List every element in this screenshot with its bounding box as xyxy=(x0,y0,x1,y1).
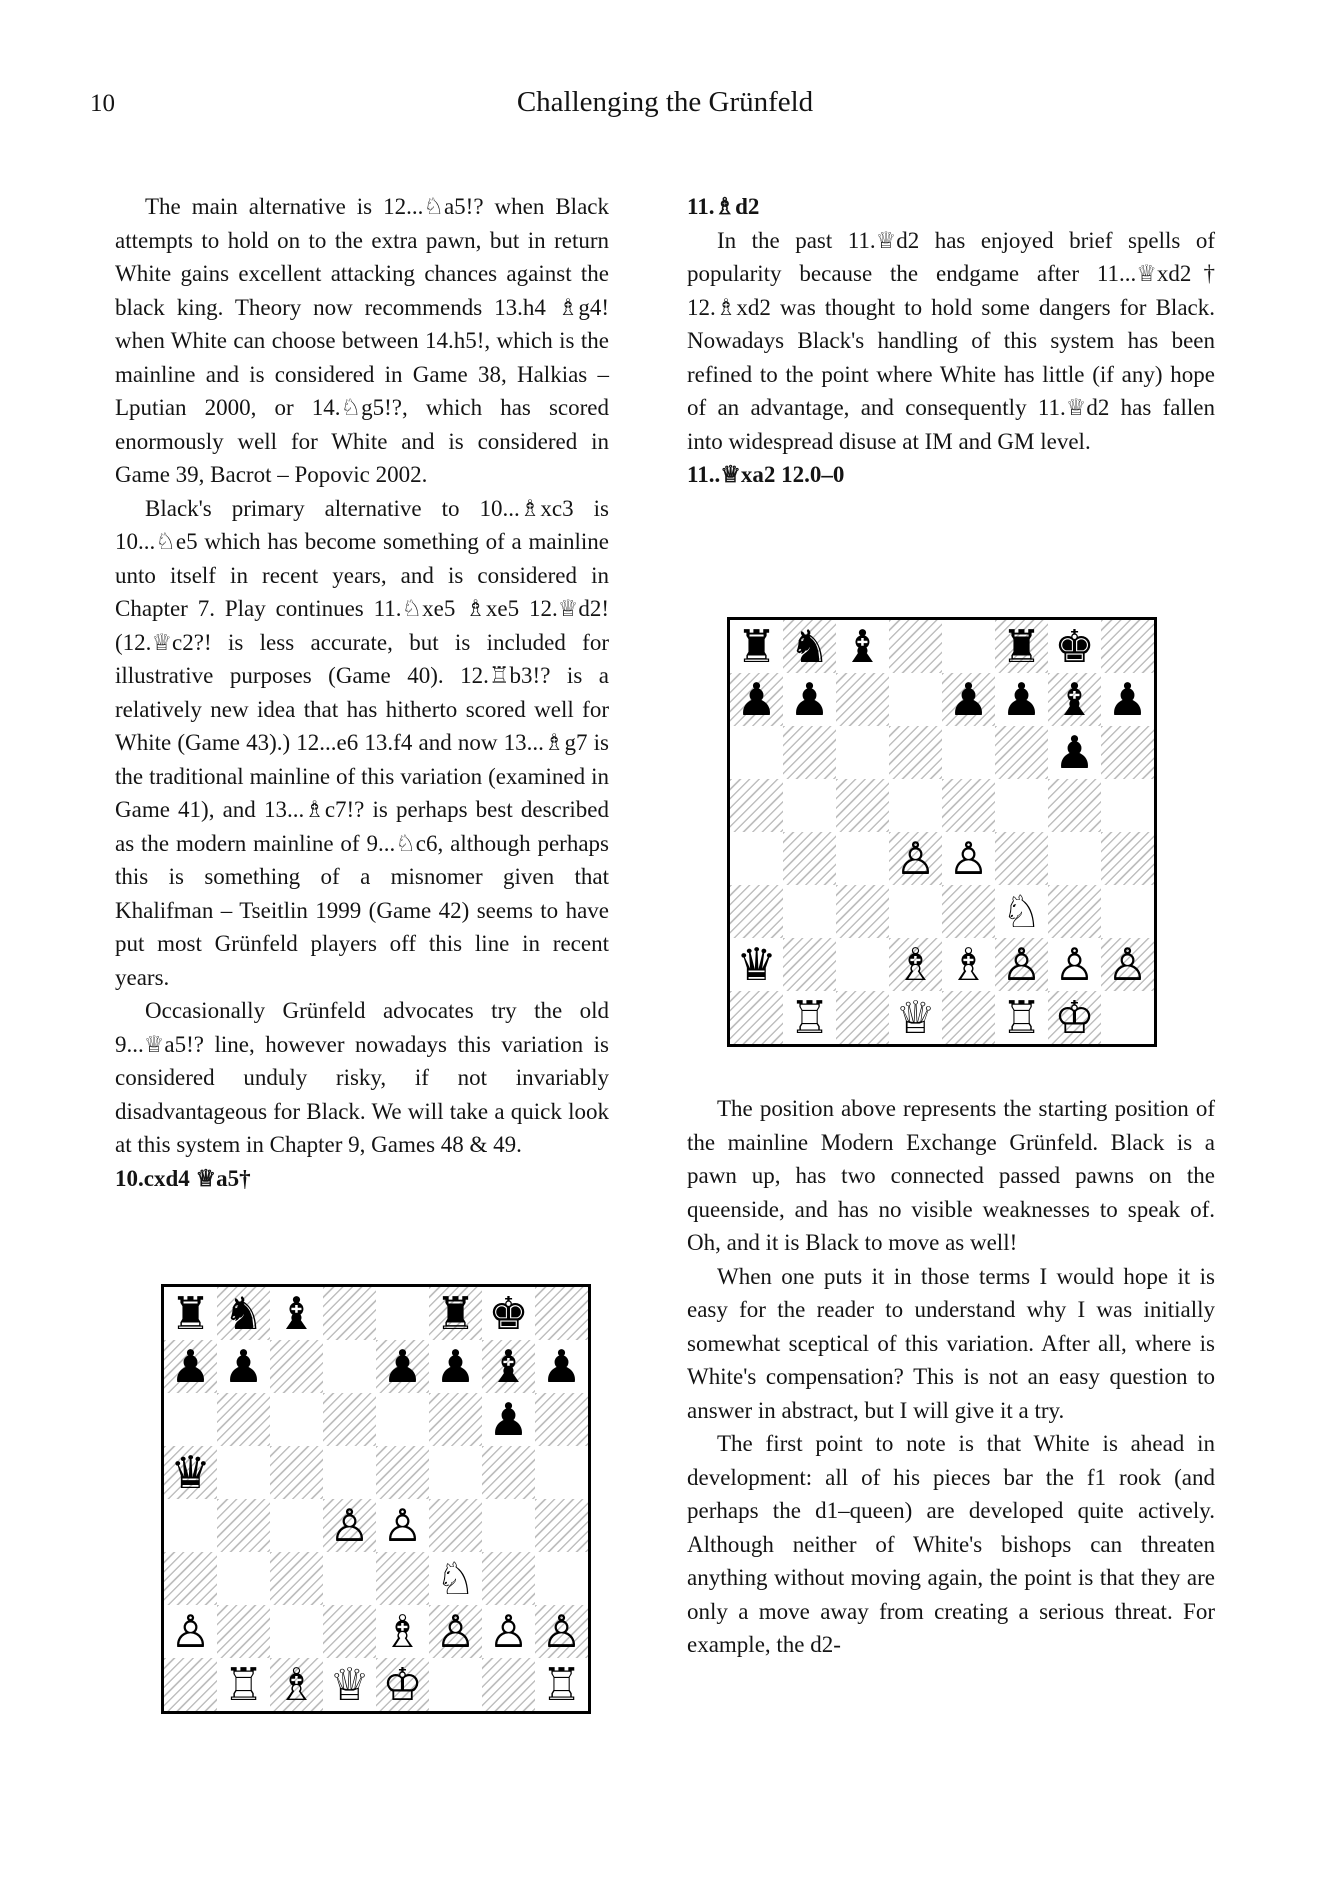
board-square xyxy=(323,1287,376,1340)
board-square xyxy=(1101,673,1154,726)
board-square xyxy=(730,832,783,885)
board-square xyxy=(323,1499,376,1552)
board-square xyxy=(270,1287,323,1340)
board-square xyxy=(995,673,1048,726)
board-square xyxy=(889,726,942,779)
paragraph: The position above represents the starting position of the mainline Modern Exchange Grünfeld. Black is a pawn up, has two connected passed pawns on the queenside, and has no visible weaknesses to speak of. Oh, and it is Black to move as well! xyxy=(687,1096,1215,1255)
chess-piece: ♟ xyxy=(223,1340,264,1393)
board-square xyxy=(323,1605,376,1658)
board-square xyxy=(164,1552,217,1605)
board-square xyxy=(942,938,995,991)
board-square xyxy=(217,1552,270,1605)
board-square xyxy=(1101,620,1154,673)
chess-diagram-2 xyxy=(727,617,1157,1047)
board-square xyxy=(942,885,995,938)
board-square xyxy=(429,1287,482,1340)
board-square xyxy=(995,620,1048,673)
board-square xyxy=(164,1658,217,1711)
board-square xyxy=(889,779,942,832)
board-square xyxy=(836,991,889,1044)
board-square xyxy=(376,1658,429,1711)
board-square xyxy=(836,726,889,779)
chess-piece: ♜ xyxy=(435,1287,476,1340)
chess-piece: ♚ xyxy=(1054,620,1095,673)
board-square xyxy=(376,1393,429,1446)
chess-piece: ♝ xyxy=(276,1287,317,1340)
board-square xyxy=(535,1605,588,1658)
chess-piece: ♜ xyxy=(736,620,777,673)
board-square xyxy=(1101,779,1154,832)
board-square xyxy=(730,779,783,832)
board-square xyxy=(376,1446,429,1499)
chess-piece: ♙ xyxy=(170,1605,211,1658)
paragraph: In the past 11.♕d2 has enjoyed brief spells of popularity because the endgame after 11...♕xd2† 12.♗xd2 was thought to hold some dangers for Black. Nowadays Black's handling of this system has been refined to the point where White has little (if any) hope of an advantage, and consequently 11.♕d2 has fallen into widespread disuse at IM and GM level. xyxy=(687,227,1215,454)
board-square xyxy=(270,1658,323,1711)
board-square xyxy=(889,938,942,991)
board-square xyxy=(1048,885,1101,938)
board-square xyxy=(429,1658,482,1711)
chess-piece: ♟ xyxy=(541,1340,582,1393)
board-square xyxy=(730,726,783,779)
move-line: 11..♕xa2 12.0–0 xyxy=(687,462,845,487)
chess-piece: ♝ xyxy=(842,620,883,673)
board-square xyxy=(270,1499,323,1552)
board-square xyxy=(1048,832,1101,885)
board-square xyxy=(535,1552,588,1605)
board-square xyxy=(270,1340,323,1393)
board-square xyxy=(730,991,783,1044)
board-square xyxy=(217,1340,270,1393)
board-square xyxy=(730,938,783,991)
board-square xyxy=(164,1340,217,1393)
board-square xyxy=(995,726,1048,779)
right-column-upper xyxy=(687,190,1215,492)
move-heading: 11.♗d2 xyxy=(687,194,760,219)
board-square xyxy=(730,885,783,938)
board-square xyxy=(217,1499,270,1552)
board-square xyxy=(783,779,836,832)
chess-piece: ♜ xyxy=(1001,620,1042,673)
board-square xyxy=(995,938,1048,991)
paragraph: The first point to note is that White is ahead in development: all of his pieces bar the f1 rook (and perhaps the d1–queen) are developed quite actively. Although neither of White's bishops can threaten anything without moving again, the point is that they are only a move away from creating a serious threat. For example, the d2- xyxy=(687,1431,1215,1657)
chess-piece: ♗ xyxy=(382,1605,423,1658)
right-column-lower xyxy=(687,1092,1215,1662)
chess-piece: ♟ xyxy=(1054,726,1095,779)
board-square xyxy=(836,832,889,885)
board-square xyxy=(1048,673,1101,726)
chess-piece: ♗ xyxy=(895,938,936,991)
board-square xyxy=(429,1340,482,1393)
chess-piece: ♕ xyxy=(895,991,936,1044)
board-square xyxy=(376,1499,429,1552)
board-square xyxy=(1048,726,1101,779)
board-square xyxy=(1048,620,1101,673)
board-square xyxy=(323,1340,376,1393)
board-square xyxy=(995,779,1048,832)
board-square xyxy=(995,885,1048,938)
board-square xyxy=(376,1605,429,1658)
move-line: 10.cxd4 ♕a5† xyxy=(115,1165,251,1191)
paragraph: The main alternative is 12...♘a5!? when Black attempts to hold on to the extra pawn, but in return White gains excellent attacking chances against the black king. Theory now recommends 13.h4 ♗g4! when White can choose between 14.h5!, which is the mainline and is considered in Game 38, Halkias – Lputian 2000, or 14.♘g5!?, which has scored enormously well for White and is considered in Game 39, Bacrot – Popovic 2002. xyxy=(115,194,609,487)
board-square xyxy=(1048,779,1101,832)
board-square xyxy=(535,1393,588,1446)
board-square xyxy=(482,1499,535,1552)
board-square xyxy=(1048,991,1101,1044)
board-square xyxy=(429,1605,482,1658)
board-square xyxy=(535,1287,588,1340)
board-square xyxy=(836,938,889,991)
chess-piece: ♜ xyxy=(170,1287,211,1340)
board-square xyxy=(942,832,995,885)
chess-piece: ♞ xyxy=(789,620,830,673)
chess-piece: ♙ xyxy=(1001,938,1042,991)
board-square xyxy=(836,779,889,832)
board-square xyxy=(376,1552,429,1605)
board-square xyxy=(429,1446,482,1499)
board-square xyxy=(535,1340,588,1393)
chess-piece: ♛ xyxy=(170,1446,211,1499)
chess-piece: ♙ xyxy=(948,832,989,885)
chess-piece: ♔ xyxy=(1054,991,1095,1044)
board-square xyxy=(783,991,836,1044)
board-square xyxy=(482,1393,535,1446)
board-square xyxy=(889,620,942,673)
board-square xyxy=(1101,885,1154,938)
chess-piece: ♖ xyxy=(789,991,830,1044)
board-square xyxy=(270,1605,323,1658)
board-square xyxy=(535,1499,588,1552)
board-square xyxy=(270,1393,323,1446)
board-square xyxy=(482,1287,535,1340)
board-square xyxy=(164,1393,217,1446)
board-square xyxy=(889,673,942,726)
board-square xyxy=(889,991,942,1044)
chess-piece: ♙ xyxy=(435,1605,476,1658)
chess-piece: ♟ xyxy=(1001,673,1042,726)
board-square xyxy=(1048,938,1101,991)
board-square xyxy=(376,1287,429,1340)
board-square xyxy=(783,885,836,938)
chess-piece: ♙ xyxy=(541,1605,582,1658)
board-square xyxy=(942,726,995,779)
board-square xyxy=(783,726,836,779)
board-square xyxy=(482,1605,535,1658)
board-square xyxy=(995,991,1048,1044)
board-square xyxy=(942,779,995,832)
board-square xyxy=(836,620,889,673)
board-square xyxy=(164,1499,217,1552)
board-square xyxy=(323,1446,376,1499)
board-square xyxy=(217,1287,270,1340)
chess-piece: ♙ xyxy=(329,1499,370,1552)
chess-piece: ♙ xyxy=(1107,938,1148,991)
page-title: Challenging the Grünfeld xyxy=(516,86,814,118)
board-square xyxy=(1101,832,1154,885)
chess-piece: ♕ xyxy=(329,1658,370,1711)
chess-piece: ♟ xyxy=(789,673,830,726)
chess-piece: ♗ xyxy=(276,1658,317,1711)
board-square xyxy=(1101,938,1154,991)
board-square xyxy=(270,1446,323,1499)
board-square xyxy=(482,1340,535,1393)
board-square xyxy=(535,1446,588,1499)
paragraph: Black's primary alternative to 10...♗xc3 is 10...♘e5 which has become something of a mainline unto itself in recent years, and is considered in Chapter 7. Play continues 11.♘xe5 ♗xe5 12.♕d2! (12.♕c2?! is less accurate, but is included for illustrative purposes (Game 40). 12.♖b3!? is a relatively new idea that has hitherto scored well for White (Game 43).) 12...e6 13.f4 and now 13...♗g7 is the traditional mainline of this variation (examined in Game 41), and 13...♗c7!? is perhaps best described as the modern mainline of 9...♘c6, although perhaps this is something of a misnomer given that Khalifman – Tseitlin 1999 (Game 42) seems to have put most Grünfeld players off this line in recent years. xyxy=(115,495,609,990)
board-square xyxy=(429,1393,482,1446)
chess-piece: ♔ xyxy=(382,1658,423,1711)
chess-piece: ♙ xyxy=(488,1605,529,1658)
chess-piece: ♟ xyxy=(170,1340,211,1393)
chess-piece: ♙ xyxy=(382,1499,423,1552)
chess-piece: ♙ xyxy=(895,832,936,885)
board-square xyxy=(942,620,995,673)
chess-piece: ♛ xyxy=(736,938,777,991)
chess-piece: ♟ xyxy=(488,1393,529,1446)
board-square xyxy=(942,991,995,1044)
board-square xyxy=(164,1287,217,1340)
board-square xyxy=(889,885,942,938)
board-square xyxy=(889,832,942,885)
chess-piece: ♟ xyxy=(1107,673,1148,726)
chess-piece: ♖ xyxy=(541,1658,582,1711)
board-square xyxy=(217,1605,270,1658)
board-square xyxy=(482,1446,535,1499)
board-square xyxy=(730,620,783,673)
chess-piece: ♚ xyxy=(488,1287,529,1340)
board-square xyxy=(217,1393,270,1446)
board-square xyxy=(1101,726,1154,779)
board-square xyxy=(376,1340,429,1393)
board-square xyxy=(942,673,995,726)
board-square xyxy=(482,1552,535,1605)
board-square xyxy=(164,1605,217,1658)
chess-piece: ♟ xyxy=(948,673,989,726)
chess-piece: ♞ xyxy=(223,1287,264,1340)
page-number: 10 xyxy=(90,90,115,117)
board-square xyxy=(429,1499,482,1552)
board-square xyxy=(783,620,836,673)
board-square xyxy=(836,673,889,726)
board-square xyxy=(535,1658,588,1711)
board-square xyxy=(730,673,783,726)
board-square xyxy=(1101,991,1154,1044)
board-square xyxy=(164,1446,217,1499)
chess-piece: ♟ xyxy=(736,673,777,726)
chess-piece: ♖ xyxy=(1001,991,1042,1044)
board-square xyxy=(836,885,889,938)
board-square xyxy=(323,1393,376,1446)
left-column xyxy=(115,190,609,1195)
board-square xyxy=(429,1552,482,1605)
chess-piece: ♗ xyxy=(948,938,989,991)
board-square xyxy=(783,938,836,991)
board-square xyxy=(323,1552,376,1605)
board-square xyxy=(995,832,1048,885)
chess-piece: ♝ xyxy=(1054,673,1095,726)
board-square xyxy=(323,1658,376,1711)
chess-piece: ♟ xyxy=(435,1340,476,1393)
chess-piece: ♖ xyxy=(223,1658,264,1711)
board-square xyxy=(783,832,836,885)
chess-piece: ♘ xyxy=(435,1552,476,1605)
board-square xyxy=(217,1446,270,1499)
paragraph: Occasionally Grünfeld advocates try the old 9...♕a5!? line, however nowadays this variation is considered unduly risky, if not invariably disadvantageous for Black. We will take a quick look at this system in Chapter 9, Games 48 & 49. xyxy=(115,998,609,1157)
chess-diagram-1 xyxy=(161,1284,591,1714)
chess-piece: ♝ xyxy=(488,1340,529,1393)
chess-piece: ♙ xyxy=(1054,938,1095,991)
board-square xyxy=(217,1658,270,1711)
chess-piece: ♟ xyxy=(382,1340,423,1393)
board-square xyxy=(783,673,836,726)
board-square xyxy=(482,1658,535,1711)
chess-piece: ♘ xyxy=(1001,885,1042,938)
board-square xyxy=(270,1552,323,1605)
paragraph: When one puts it in those terms I would hope it is easy for the reader to understand why I was initially somewhat sceptical of this variation. After all, where is White's compensation? This is not an easy question to answer in abstract, but I will give it a try. xyxy=(687,1263,1215,1423)
